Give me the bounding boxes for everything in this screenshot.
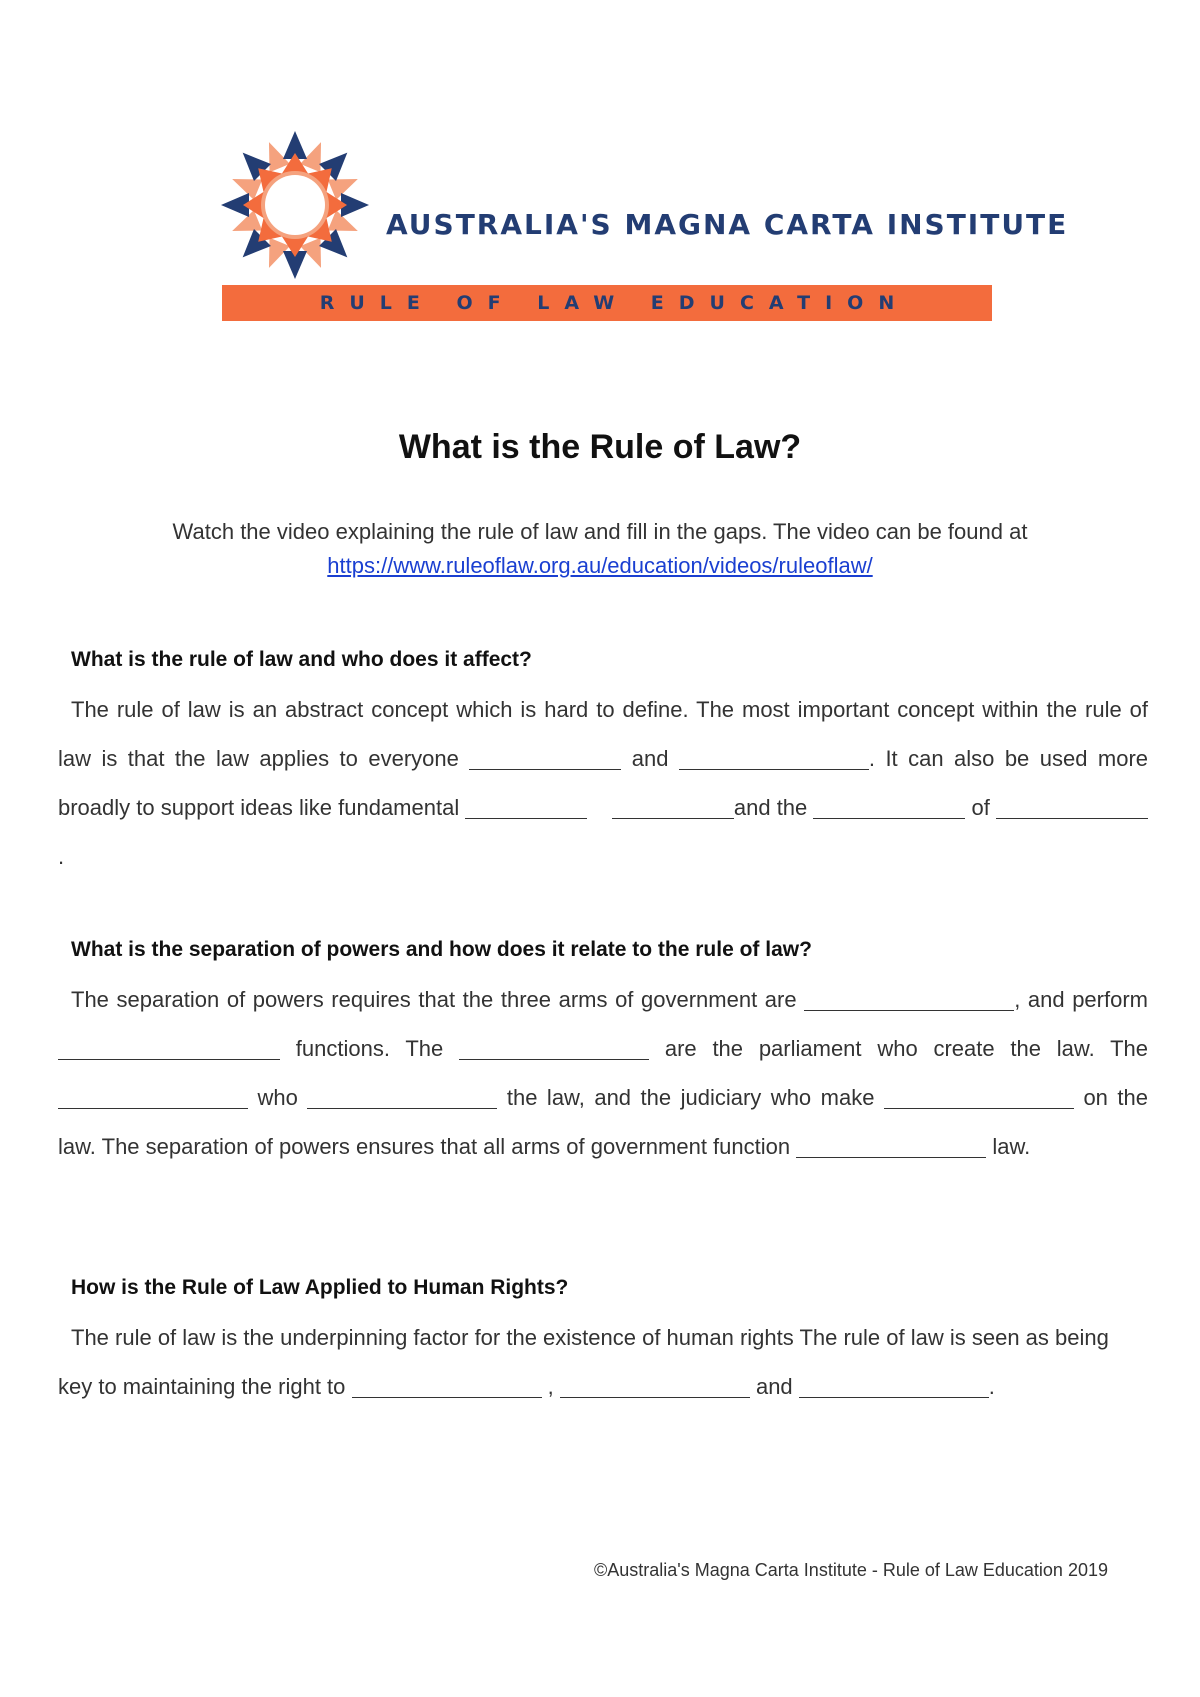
text-run: The separation of powers requires that the three arms of government are [71, 987, 805, 1012]
blank-field[interactable] [996, 796, 1148, 819]
blank-field[interactable] [799, 1375, 989, 1398]
video-link[interactable]: https://www.ruleoflaw.org.au/education/videos/ruleoflaw/ [327, 553, 873, 578]
text-run: . [988, 1374, 995, 1399]
section-paragraph [58, 975, 1148, 1171]
blank-field[interactable] [612, 796, 734, 819]
blank-field[interactable] [465, 796, 587, 819]
blank-field[interactable] [459, 1037, 649, 1060]
section-rule-of-law [58, 645, 1148, 881]
institute-name: AUSTRALIA'S MAGNA CARTA INSTITUTE [386, 208, 1069, 241]
blank-field[interactable] [884, 1086, 1074, 1109]
blank-field[interactable] [307, 1086, 497, 1109]
text-run: the law, and the judiciary who make [497, 1085, 884, 1110]
copyright-footer: ©Australia's Magna Carta Institute - Rule of Law Education 2019 [594, 1560, 1108, 1580]
blank-field[interactable] [560, 1375, 750, 1398]
section-separation-of-powers [58, 935, 1148, 1171]
institute-logo [220, 128, 1069, 323]
section-paragraph [58, 1313, 1148, 1411]
page-title: What is the Rule of Law? [398, 428, 802, 466]
logo-band [222, 285, 992, 321]
text-run: , [541, 1374, 560, 1399]
intro-text: Watch the video explaining the rule of law and fill in the gaps. The video can be found at [172, 519, 1028, 544]
blank-field[interactable] [352, 1375, 542, 1398]
text-run: , and perform [1014, 987, 1148, 1012]
star-emblem-icon [220, 128, 370, 283]
logo-tagline: RULE OF LAW EDUCATION [319, 292, 910, 314]
blank-field[interactable] [469, 747, 621, 770]
section-paragraph [58, 685, 1148, 881]
text-run: and [749, 1374, 799, 1399]
blank-field[interactable] [58, 1037, 280, 1060]
text-run: . [58, 844, 65, 869]
text-run: on the law. The separation of powers ensures that all arms of government function [58, 1085, 1148, 1159]
blank-field[interactable] [58, 1086, 248, 1109]
intro-paragraph [60, 515, 1140, 583]
text-run: . It can also be used more broadly to support ideas like fundamental [58, 746, 1149, 820]
blank-field[interactable] [804, 988, 1014, 1011]
blank-field[interactable] [813, 796, 965, 819]
blank-field[interactable] [679, 747, 869, 770]
text-run: and [621, 746, 679, 771]
text-run: The rule of law is the underpinning factor for the existence of human rights The rule of law is seen as being key to maintaining the right to [58, 1325, 1109, 1399]
section-heading: What is the rule of law and who does it affect? [71, 648, 532, 671]
section-heading: How is the Rule of Law Applied to Human Rights? [71, 1276, 569, 1299]
text-run: are the parliament who create the law. The [649, 1036, 1148, 1061]
section-human-rights [58, 1273, 1148, 1411]
text-run: The rule of law is an abstract concept which is hard to define. The most important concept within the rule of law is that the law applies to everyone [58, 697, 1148, 771]
text-run: law. [986, 1134, 1031, 1159]
text-run: and the [733, 795, 814, 820]
blank-field[interactable] [796, 1135, 986, 1158]
section-heading: What is the separation of powers and how does it relate to the rule of law? [71, 938, 812, 961]
text-run: who [248, 1085, 308, 1110]
text-run: functions. The [280, 1036, 460, 1061]
text-run: of [965, 795, 997, 820]
